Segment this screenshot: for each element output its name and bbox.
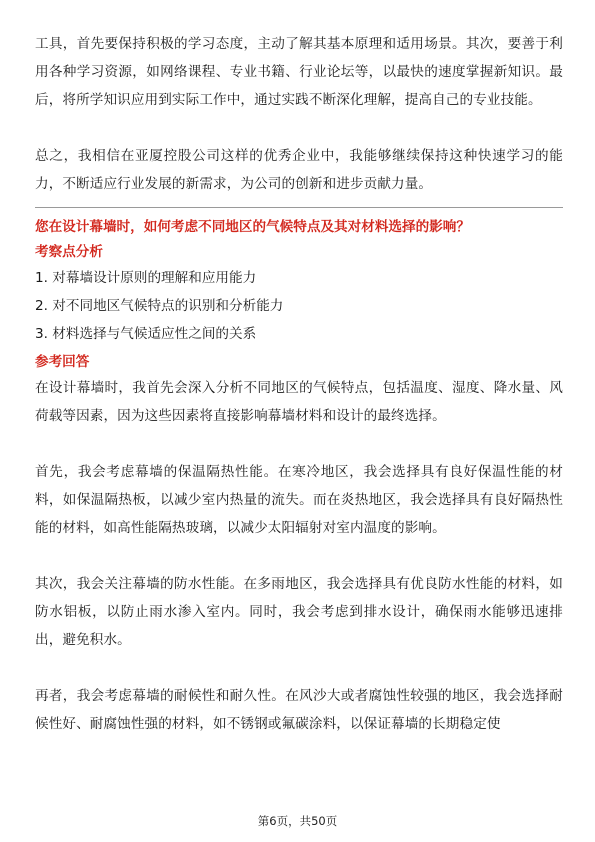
question-heading: 您在设计幕墙时，如何考虑不同地区的气候特点及其对材料选择的影响？ [35, 219, 470, 235]
answer-paragraph-4: 再者，我会考虑幕墙的耐候性和耐久性。在风沙大或者腐蚀性较强的地区，我会选择耐候性好、耐腐蚀性强的材料，如不锈钢或氟碳涂料，以保证幕墙的长期稳定使 [35, 688, 563, 732]
paragraph-gap [35, 114, 563, 142]
answer-paragraph-3: 其次，我会关注幕墙的防水性能。在多雨地区，我会选择具有优良防水性能的材料，如防水铝板，以防止雨水渗入室内。同时，我会考虑到排水设计，确保雨水能够迅速排出，避免积水。 [35, 576, 563, 648]
analysis-item-3: 3. 材料选择与气候适应性之间的关系 [35, 326, 257, 342]
analysis-item-1: 1. 对幕墙设计原则的理解和应用能力 [35, 270, 257, 286]
answer-title: 参考回答 [35, 354, 90, 370]
answer-paragraph-1: 在设计幕墙时，我首先会深入分析不同地区的气候特点，包括温度、湿度、降水量、风荷载等因素，因为这些因素将直接影响幕墙材料和设计的最终选择。 [35, 380, 563, 424]
paragraph-gap [35, 430, 563, 458]
page-footer: 第6页，共50页 [257, 814, 338, 828]
answer-paragraph-2: 首先，我会考虑幕墙的保温隔热性能。在寒冷地区，我会选择具有良好保温性能的材料，如保温隔热板，以减少室内热量的流失。而在炎热地区，我会选择具有良好隔热性能的材料，如高性能隔热玻璃，以减少太阳辐射对室内温度的影响。 [35, 464, 563, 536]
paragraph-gap [35, 542, 563, 570]
paragraph-gap [35, 654, 563, 682]
document-page [35, 30, 563, 738]
intro-paragraph-2: 总之，我相信在亚厦控股公司这样的优秀企业中，我能够继续保持这种快速学习的能力，不断适应行业发展的新需求，为公司的创新和进步贡献力量。 [35, 148, 563, 192]
analysis-item-2: 2. 对不同地区气候特点的识别和分析能力 [35, 298, 284, 314]
section-divider [35, 207, 563, 208]
intro-paragraph-1: 工具，首先要保持积极的学习态度，主动了解其基本原理和适用场景。其次，要善于利用各种学习资源，如网络课程、专业书籍、行业论坛等，以最快的速度掌握新知识。最后，将所学知识应用到实际工作中，通过实践不断深化理解，提高自己的专业技能。 [35, 36, 563, 108]
analysis-title: 考察点分析 [35, 244, 103, 260]
